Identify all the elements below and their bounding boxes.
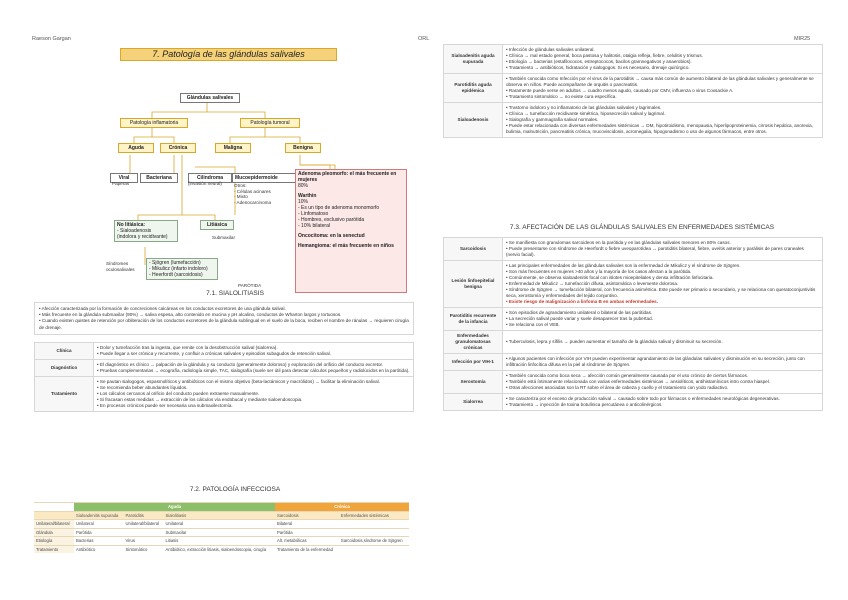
row-item: • Se pautan sialogogos, espasmolíticos y antibióticos con el mismo objetivo (beta-lactámicos y macrólidos) → facilitar la eliminación salival. [97,379,380,384]
cell: Bilateral [275,520,339,529]
adenoma-percent: 80% [298,183,309,189]
row-content [503,394,823,411]
subhead: Sialoadenitis supurada [74,511,123,520]
cell: Antibiótico, extracción litiasis, sialoendoscopia, cirugía [163,545,275,553]
header-subject: ORL [418,36,430,42]
row-item: • Trastorno indoloro y no inflamatorio de las glándulas salivales y lagrimales. [506,105,662,110]
row-item: • Etiología → bacterias (estafilococos, estreptococos, bacilos gramnegativos y anaerobios). [506,59,692,64]
table-row [34,537,409,546]
table-row [34,511,409,520]
row-head: Parotiditis recurrente de la infancia [444,308,503,331]
node-no-litiasica [114,220,178,242]
row-item: • Son más frecuentes en mujeres >40 años y la mayoría de los casos afectan a la parótida. [506,269,692,274]
sindromes-box [146,258,218,280]
cell: Litiasis [163,537,275,546]
row-item: • Tratamiento sintomático → no existe cura específica. [506,94,617,99]
row-item: • Tratamiento → inyección de toxina botulínica percutánea o anticolinérgicos. [506,402,663,407]
node-maligna: Maligna [215,143,251,153]
row-content [94,343,414,360]
table-row [444,238,823,261]
row-content [503,371,823,394]
section-sistemicas-title: 7.3. AFECTACIÓN DE LAS GLÁNDULAS SALIVALES EN ENFERMEDADES SISTÉMICAS [509,224,775,231]
row-item: • Comúnmente, se observa sialoadenitis focal con islotes mioepiteliales y densa infiltración linfocitaria. [506,275,714,280]
sindrome-item: - Sjögren (lumefacción) [149,260,201,266]
benign-tumors-box [295,169,407,293]
otros-item: - Mixto [234,194,248,200]
node-patologia-inflamatoria: Patología inflamatoria [120,118,188,128]
page-title: 7. Patología de las glándulas salivales [120,48,337,61]
intro-item: • Más frecuente en la glándula submaxilar (90%) → saliva espesa, alto contenido en mucina y pH alcalino, conductos de Wharton largos y tortuosos. [39,312,342,318]
row-head: Sialoadenosis [444,103,503,138]
table-row [444,74,823,103]
row-item: • Raramente puede verse en adultos → cuadro menos agudo, causado por CMV, influenza o virus Coxsackie A. [506,88,734,93]
row-item: • Si fracasan estas medidas → extracción de los cálculos vía endobucal y mediante sialoendoscopia. [97,397,303,402]
row-content [503,238,823,261]
node-cronica: Crónica [160,143,196,153]
row-head: Sialorrea [444,394,503,411]
warthin-percent: 10% [298,199,309,205]
adenoma-pleomorfo: Adenoma pleomorfo: el más frecuente en mujeres [298,171,397,183]
cell: Alt. metabólicas [275,537,339,546]
cell: Parótida [74,528,123,537]
row-item: • También está íntimamente relacionada con varias enfermedades sistémicas → ansiolíticos, antihistamínicos intro contra hiaspel. [506,379,771,384]
row-content [503,45,823,74]
row-item: • Infección de glándulas salivales unilateral. [506,47,595,52]
section-infecciosa-title: 7.2. PATOLOGÍA INFECCIOSA [189,486,281,493]
cell [339,520,409,529]
row-head: Parotiditis aguda epidémica [444,74,503,103]
row-item: • Los cálculos cercanos al orificio del conducto pueden extraerse manualmente. [97,391,260,396]
cell: Bacterias [74,537,123,546]
row-item: • Otras afecciones asociadas son la RT sobre el área de cabeza y cuello y el tratamiento con yodo radiactivo. [506,385,729,390]
intro-item: • Afección caracterizada por la formación de concreciones calcáreas en los conductos excretores de una glándula salival. [39,306,286,311]
table-row [444,103,823,138]
node-bacteriana: Bacteriana [140,173,178,183]
node-glandulas-salivales: Glándulas salivales [180,93,240,103]
row-head: Infección por VIH-1 [444,354,503,371]
row-item: • El diagnóstico es clínico → palpación de la glándula y su conducto (generalmente doloroso) y exploración del orificio del conducto excretor. [97,362,384,367]
row-item: • Algunos pacientes con infección por VIH pueden experimentar agrandamiento de las glándulas salivales y disminución en su secreción, junto con infiltración linfocítica difusa en la piel al síndrome de Sjögren. [506,356,805,367]
section-sialolitiasis-title: 7.1. SIALOLITIASIS [206,290,264,297]
hemangioma: Hemangioma: el más frecuente en niños [298,243,394,249]
row-head: Tratamiento [35,377,94,412]
cell: Tratamiento [34,545,74,553]
row-content [503,331,823,354]
row-item: • Pruebas complementarias → ecografía, radiología simple, TAC, sialografía (suele ser útil para detectar cálculos pequeños y radiolúcidos en la parótida). [97,368,410,373]
row-head: Lesión linfoepitelial benigna [444,261,503,308]
row-head: Diagnóstico [35,360,94,377]
no-litiasica-label: No litiásica: [117,222,146,228]
table-row [34,528,409,537]
infections-table [443,44,823,138]
row-item: • Se recomienda beber abundantes líquidos. [97,385,188,390]
sialolitiasis-intro [34,302,414,335]
table-row [444,308,823,331]
cell: Sintomático [123,545,163,553]
row-content [503,74,823,103]
warthin-note: - Linfomatoso [298,211,329,217]
row-head: Clínica [35,343,94,360]
cell: Submaxilar [163,528,275,537]
row-content [503,308,823,331]
cell: Unilateral/bilateral [34,520,74,529]
node-litiasica: Litiásica [200,220,234,230]
table-row [34,545,409,553]
table-row [444,394,823,411]
table-row [444,261,823,308]
row-item: • También conocida como Infección por el virus de la parotiditis → causa más común de aumento bilateral de las glándulas salivales y generalmente se observa en niños. Puede acompañarse de orquitis o pancreatitis. [506,76,814,87]
table-row [35,343,414,360]
table-row [444,45,823,74]
cell: Sarcoidosis,síndrome de Sjögren [339,537,409,546]
litiasica-submaxilar: Submaxilar [212,235,235,240]
node-aguda: Aguda [118,143,154,153]
row-content [503,261,823,308]
row-content [503,103,823,138]
sindrome-item: - Mikulicz (infarto indoloro) [149,266,208,272]
warthin-note: - 10% bilateral [298,223,330,229]
row-head: Sialoadenitis aguda supurada [444,45,503,74]
left-page [30,40,440,600]
salivary-diagram [100,65,410,290]
row-head: Sarcoidosis [444,238,503,261]
cell: Unilateral/bilateral [123,520,163,529]
sindrome-item: - Heerfordt (sarcoidosis) [149,272,203,278]
intro-item: • Cuando existen quistes de retención por obliteración de los conductos excretores de la glándula sublingual en el suelo de la boca, reciben el nombre de ránulas → requieren cirugía de drenaje. [39,318,409,330]
otros-item: - Adenocarcinoma [234,199,272,205]
infecciosa-table [34,502,409,553]
subhead: Sarcoidosis [275,511,339,520]
row-content [94,377,414,412]
node-mucoepidermoide [232,173,296,183]
row-item: • Las principales enfermedades de las glándulas salivales son la enfermedad de Mikulicz y el síndrome de Sjögren. [506,263,741,268]
no-lit-item: - Sialoadenosis [117,228,152,234]
row-item: • También conocida como boca seca → afección común generalmente causada por el uso crónico de ciertos fármacos. [506,373,749,378]
cell [339,545,409,553]
cell: Parótida [275,528,339,537]
row-item: • Dolor y tumefacción tras la ingesta, que remite con la desobstrucción salival (sialorrea). [97,345,278,350]
node-benigna: Benigna [285,143,321,153]
warthin-note: - Hombres, exclusivo parótida [298,217,365,223]
row-item: • Existe riesgo de malignización a linfoma B en ambas enfermedades. [506,299,658,304]
viral-label: Viral [118,175,130,181]
row-content [94,360,414,377]
otros-label: Otros: [234,183,247,188]
cilindroma-note: (invasión neural) [188,181,222,186]
row-item: • Clínica → mal estado general, boca pastosa y halitosis, otalgia refleja, fiebre, celulitis y trismus. [506,53,703,58]
table-row [444,331,823,354]
subhead: Parotiditis [123,511,163,520]
oncocitoma: Oncocitoma: en la senectud [298,233,365,239]
cell: Tratamiento de la enfermedad [275,545,339,553]
cell: Virus [123,537,163,546]
row-item: • Clínica → tumefacción recidivante simétrica, hiposecreción salival y lagrimal. [506,111,666,116]
row-item: • Se manifiesta con granulomas sarcoideos en la parótida y en las glándulas salivales menores en 80% casos. [506,240,731,245]
row-item: • Enfermedad de Mikulicz → tumefacción difusa, asintomática o levemente dolorosa. [506,281,679,286]
table-row [444,371,823,394]
group-cronica: Crónica [275,503,409,512]
row-content [503,354,823,371]
sindromes-oculosalivales: Síndromes oculosalivales [106,261,135,272]
otros-item: - Células acinares [234,188,271,194]
header-code: MIR25 [794,36,811,42]
row-item: • Puede llegar a ser crónica y recurrente, y confluir a crónicas salivales y episodios subagudos de retención salival. [97,351,331,356]
header-author: Raeson Gargan [32,36,71,42]
table-row [34,520,409,529]
subhead: Sialolitiasis [163,511,275,520]
warthin-note: - Es un tipo de adenoma monomorfo [298,205,380,211]
table-row [35,377,414,412]
group-aguda: Aguda [74,503,275,512]
row-item: • Son episodios de agrandamiento unilateral o bilateral de las parótidas. [506,310,653,315]
row-item: • Tuberculosis, lepra y sífilis → pueden aumentar el tamaño de la glándula salival y disminuir su secreción. [506,339,723,344]
mucoep-label: Mucoepidermoide [235,175,278,181]
cell: Unilateral [74,520,123,529]
no-lit-item: (indolora y recidivante) [117,234,168,240]
sistemicas-table [443,237,823,411]
cell: Etiología [34,537,74,546]
row-item: • Tratamiento → antibióticos, hidratación y sialogogos. Si es necesario, drenaje quirúrgico. [506,65,690,70]
parotida-label: PARÓTIDA [238,283,262,288]
sialolitiasis-table [34,342,414,412]
otros-list [234,183,271,205]
cell [123,528,163,537]
node-patologia-tumoral: Patología tumoral [240,118,300,128]
table-row [34,503,409,512]
warthin: Warthin [298,193,317,199]
row-item: • Se relaciona con el VEB. [506,322,560,327]
row-item: • Se caracteriza por el exceso de producción salival → causado sobre todo por fármacos o enfermedades neurológicas degenerativas. [506,396,780,401]
row-item: • Puede estar relacionada con diversas enfermedades sistémicas → DM, hipotiroidismo, menopausia, hiperlipoproteinemia, cirrosis hepática, anorexia, bulimia, malnutrición, pancreatitis crónica, mucoviscidosis, acromegalia, hipogonadismo o uso de algunos fármacos, entre otros. [506,123,813,134]
table-row [444,354,823,371]
cell [339,528,409,537]
viral-paperas: Paperas [112,181,130,186]
cell: Unilateral [163,520,275,529]
row-item: • Sialografía y gammagrafía salival normales. [506,117,599,122]
subhead: Enfermedades sistémicas [339,511,409,520]
cell: Glándula [34,528,74,537]
row-head: Enfermedades granulomatosas crónicas [444,331,503,354]
row-head: Xerostomía [444,371,503,394]
row-item: • La secreción salival puede variar y suele desaparecer tras la pubertad. [506,316,653,321]
right-page [437,40,847,600]
row-item: • Puede presentarse con síndrome de Heerfordt o fiebre uveoparotídea → parotiditis bilateral, fiebre, uveítis anterior y parálisis de pares craneales (nervio facial). [506,246,804,257]
row-item: • Síndrome de Sjögren → tumefacción bilateral, con frecuencia asimétrica. Este puede ser primario o secundario, y se relaciona con queratoconjuntivitis seca, xerostomía y enfermedades del tejido conjuntivo. [506,287,816,298]
node-cilindroma: Cilindroma [188,173,232,183]
cell: Antibiótico [74,545,123,553]
table-row [35,360,414,377]
row-item: • En procesos crónicos puede ser necesaria una submaxilectomía. [97,403,233,408]
